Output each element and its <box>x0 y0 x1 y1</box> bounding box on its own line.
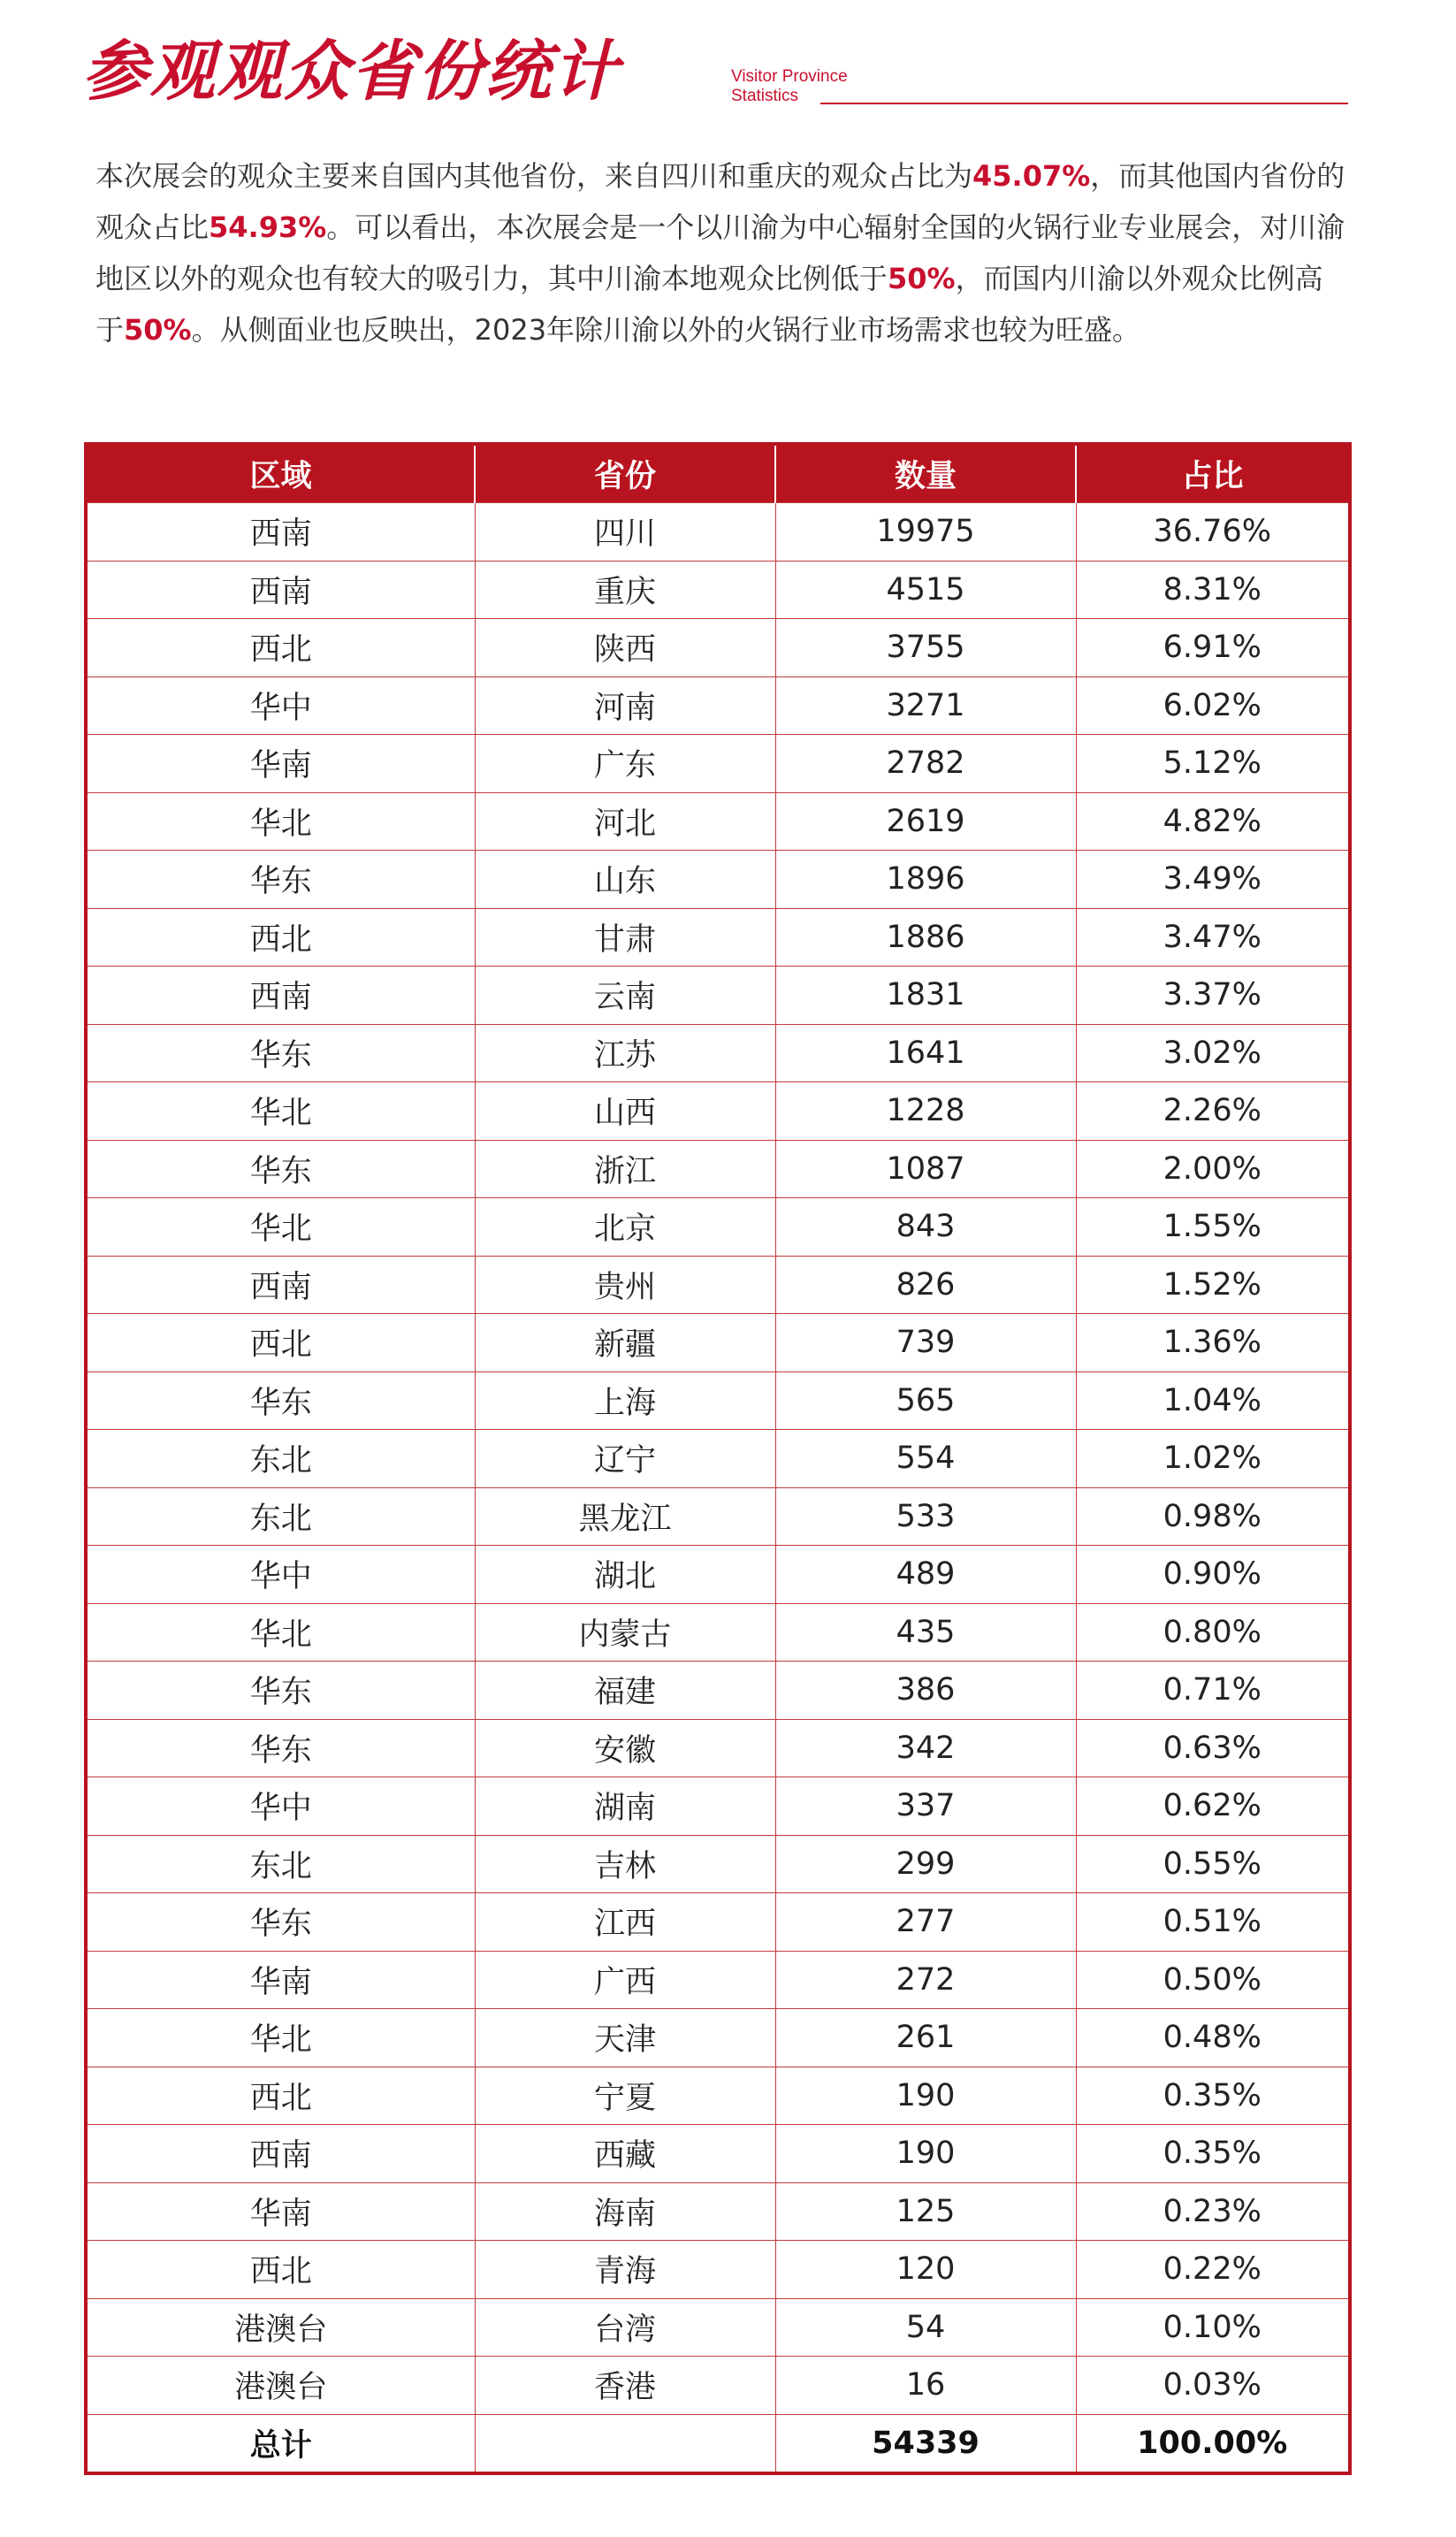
cell-region: 华北 <box>86 1603 475 1662</box>
cell-province: 新疆 <box>475 1314 775 1372</box>
cell-region: 西北 <box>86 2241 475 2299</box>
table-row <box>86 561 1350 619</box>
subtitle-line-2: Statistics <box>731 87 799 105</box>
cell-province: 宁夏 <box>475 2067 775 2125</box>
cell-count: 1087 <box>775 1140 1076 1198</box>
cell-province: 西藏 <box>475 2125 775 2183</box>
table-row <box>86 1662 1350 1720</box>
cell-share: 5.12% <box>1076 735 1350 793</box>
cell-count: 489 <box>775 1546 1076 1604</box>
cell-count: 299 <box>775 1835 1076 1893</box>
cell-share: 0.71% <box>1076 1662 1350 1720</box>
cell-share: 0.98% <box>1076 1487 1350 1546</box>
cell-count: 190 <box>775 2067 1076 2125</box>
cell-count: 272 <box>775 1951 1076 2009</box>
cell-province: 黑龙江 <box>475 1487 775 1546</box>
cell-share: 1.55% <box>1076 1198 1350 1257</box>
table-total-row <box>86 2414 1350 2473</box>
cell-count: 190 <box>775 2125 1076 2183</box>
cell-region: 华中 <box>86 1777 475 1836</box>
cell-province: 天津 <box>475 2009 775 2067</box>
table-row <box>86 792 1350 851</box>
table-row <box>86 1256 1350 1314</box>
table-row <box>86 2241 1350 2299</box>
cell-count: 2619 <box>775 792 1076 851</box>
cell-count: 16 <box>775 2357 1076 2415</box>
cell-region: 华东 <box>86 1024 475 1082</box>
cell-share: 3.49% <box>1076 851 1350 909</box>
cell-count: 54 <box>775 2298 1076 2357</box>
cell-share: 0.23% <box>1076 2182 1350 2241</box>
cell-count: 3271 <box>775 676 1076 735</box>
cell-province: 香港 <box>475 2357 775 2415</box>
intro-text-5: 。从侧面业也反映出，2023年除川渝以外的火锅行业市场需求也较为旺盛。 <box>191 313 1141 347</box>
table-row <box>86 619 1350 677</box>
table-row <box>86 1546 1350 1604</box>
cell-count: 125 <box>775 2182 1076 2241</box>
cell-region: 华东 <box>86 1372 475 1430</box>
cell-province: 北京 <box>475 1198 775 1257</box>
cell-share: 6.91% <box>1076 619 1350 677</box>
cell-region: 华南 <box>86 1951 475 2009</box>
table-row <box>86 1198 1350 1257</box>
cell-region: 华中 <box>86 1546 475 1604</box>
total-province-empty <box>475 2414 775 2473</box>
header-share: 占比 <box>1076 444 1350 503</box>
cell-count: 533 <box>775 1487 1076 1546</box>
cell-province: 陕西 <box>475 619 775 677</box>
table-row <box>86 1719 1350 1777</box>
cell-region: 华北 <box>86 1198 475 1257</box>
table-row <box>86 1835 1350 1893</box>
cell-count: 1896 <box>775 851 1076 909</box>
cell-share: 1.36% <box>1076 1314 1350 1372</box>
cell-share: 0.48% <box>1076 2009 1350 2067</box>
cell-province: 内蒙古 <box>475 1603 775 1662</box>
table-row <box>86 967 1350 1025</box>
cell-province: 甘肃 <box>475 908 775 967</box>
cell-region: 华东 <box>86 1893 475 1952</box>
intro-highlight-1: 45.07% <box>972 159 1091 193</box>
cell-share: 3.02% <box>1076 1024 1350 1082</box>
table-row <box>86 1082 1350 1141</box>
cell-share: 0.22% <box>1076 2241 1350 2299</box>
table-row <box>86 1314 1350 1372</box>
cell-count: 843 <box>775 1198 1076 1257</box>
cell-province: 海南 <box>475 2182 775 2241</box>
cell-region: 东北 <box>86 1835 475 1893</box>
cell-region: 港澳台 <box>86 2298 475 2357</box>
cell-region: 华中 <box>86 676 475 735</box>
cell-count: 565 <box>775 1372 1076 1430</box>
table-row <box>86 2298 1350 2357</box>
cell-region: 华南 <box>86 735 475 793</box>
cell-count: 435 <box>775 1603 1076 1662</box>
cell-region: 华东 <box>86 851 475 909</box>
page-subtitle <box>731 67 848 106</box>
cell-count: 1831 <box>775 967 1076 1025</box>
cell-count: 1886 <box>775 908 1076 967</box>
cell-region: 西南 <box>86 503 475 562</box>
cell-share: 0.35% <box>1076 2125 1350 2183</box>
table-row <box>86 1430 1350 1488</box>
province-table-container <box>84 442 1348 2475</box>
table-row <box>86 1603 1350 1662</box>
header-count: 数量 <box>775 444 1076 503</box>
cell-province: 湖北 <box>475 1546 775 1604</box>
cell-region: 西南 <box>86 1256 475 1314</box>
total-share: 100.00% <box>1076 2414 1350 2473</box>
cell-province: 重庆 <box>475 561 775 619</box>
cell-region: 港澳台 <box>86 2357 475 2415</box>
cell-count: 337 <box>775 1777 1076 1836</box>
cell-share: 2.26% <box>1076 1082 1350 1141</box>
cell-province: 四川 <box>475 503 775 562</box>
table-row <box>86 1777 1350 1836</box>
cell-region: 华南 <box>86 2182 475 2241</box>
cell-province: 广西 <box>475 1951 775 2009</box>
cell-province: 江苏 <box>475 1024 775 1082</box>
intro-text-3: 。可以看出，本次展会是一个以川渝为中心辐射全国的火锅行业专业展会，对川渝地区以外的观众也有较大的吸引力，其中川渝本地观众比例低于 <box>95 210 1345 295</box>
cell-province: 辽宁 <box>475 1430 775 1488</box>
cell-region: 西北 <box>86 2067 475 2125</box>
table-row <box>86 1140 1350 1198</box>
cell-count: 554 <box>775 1430 1076 1488</box>
table-row <box>86 503 1350 562</box>
subtitle-line-1: Visitor Province <box>731 67 848 86</box>
cell-count: 2782 <box>775 735 1076 793</box>
table-row <box>86 1487 1350 1546</box>
cell-region: 华东 <box>86 1140 475 1198</box>
province-statistics-table <box>84 442 1352 2475</box>
cell-count: 261 <box>775 2009 1076 2067</box>
cell-count: 3755 <box>775 619 1076 677</box>
table-row <box>86 2357 1350 2415</box>
cell-share: 0.90% <box>1076 1546 1350 1604</box>
intro-highlight-2: 54.93% <box>209 210 327 244</box>
table-row <box>86 851 1350 909</box>
cell-count: 19975 <box>775 503 1076 562</box>
cell-count: 342 <box>775 1719 1076 1777</box>
cell-share: 0.62% <box>1076 1777 1350 1836</box>
cell-count: 1228 <box>775 1082 1076 1141</box>
cell-region: 华北 <box>86 2009 475 2067</box>
table-row <box>86 2067 1350 2125</box>
cell-count: 1641 <box>775 1024 1076 1082</box>
cell-region: 西北 <box>86 1314 475 1372</box>
cell-count: 386 <box>775 1662 1076 1720</box>
cell-province: 江西 <box>475 1893 775 1952</box>
table-row <box>86 2009 1350 2067</box>
table-row <box>86 2182 1350 2241</box>
cell-province: 广东 <box>475 735 775 793</box>
cell-share: 1.04% <box>1076 1372 1350 1430</box>
total-label: 总计 <box>86 2414 475 2473</box>
table-row <box>86 1372 1350 1430</box>
cell-count: 739 <box>775 1314 1076 1372</box>
cell-province: 青海 <box>475 2241 775 2299</box>
cell-province: 吉林 <box>475 1835 775 1893</box>
table-row <box>86 735 1350 793</box>
cell-province: 福建 <box>475 1662 775 1720</box>
cell-share: 4.82% <box>1076 792 1350 851</box>
cell-region: 西南 <box>86 2125 475 2183</box>
cell-count: 277 <box>775 1893 1076 1952</box>
cell-region: 华东 <box>86 1719 475 1777</box>
intro-paragraph <box>95 150 1351 355</box>
cell-province: 浙江 <box>475 1140 775 1198</box>
cell-province: 上海 <box>475 1372 775 1430</box>
cell-count: 826 <box>775 1256 1076 1314</box>
cell-province: 山东 <box>475 851 775 909</box>
cell-share: 0.03% <box>1076 2357 1350 2415</box>
cell-region: 西南 <box>86 967 475 1025</box>
cell-share: 0.50% <box>1076 1951 1350 2009</box>
intro-highlight-4: 50% <box>124 313 192 347</box>
cell-share: 0.63% <box>1076 1719 1350 1777</box>
intro-text-2: ，而其他国内省份的观众占比 <box>95 159 1345 244</box>
cell-share: 0.10% <box>1076 2298 1350 2357</box>
page-title: 参观观众省份统计 <box>82 34 620 110</box>
cell-region: 西北 <box>86 619 475 677</box>
page-header <box>82 30 1348 110</box>
cell-share: 8.31% <box>1076 561 1350 619</box>
cell-count: 120 <box>775 2241 1076 2299</box>
cell-province: 台湾 <box>475 2298 775 2357</box>
title-divider <box>820 103 1348 104</box>
intro-text-1: 本次展会的观众主要来自国内其他省份，来自四川和重庆的观众占比为 <box>95 159 973 193</box>
cell-count: 4515 <box>775 561 1076 619</box>
cell-share: 3.37% <box>1076 967 1350 1025</box>
cell-share: 6.02% <box>1076 676 1350 735</box>
header-province: 省份 <box>475 444 775 503</box>
cell-share: 2.00% <box>1076 1140 1350 1198</box>
total-count: 54339 <box>775 2414 1076 2473</box>
intro-text-4: ，而国内川渝以外观众比例高于 <box>95 262 1323 347</box>
cell-region: 华北 <box>86 792 475 851</box>
cell-province: 河南 <box>475 676 775 735</box>
cell-province: 贵州 <box>475 1256 775 1314</box>
cell-share: 0.55% <box>1076 1835 1350 1893</box>
cell-region: 西北 <box>86 908 475 967</box>
cell-province: 安徽 <box>475 1719 775 1777</box>
cell-region: 东北 <box>86 1487 475 1546</box>
cell-share: 3.47% <box>1076 908 1350 967</box>
cell-share: 36.76% <box>1076 503 1350 562</box>
cell-share: 0.80% <box>1076 1603 1350 1662</box>
table-row <box>86 1893 1350 1952</box>
header-region: 区域 <box>86 444 475 503</box>
cell-province: 山西 <box>475 1082 775 1141</box>
cell-share: 1.02% <box>1076 1430 1350 1488</box>
table-row <box>86 908 1350 967</box>
table-row <box>86 1024 1350 1082</box>
cell-province: 河北 <box>475 792 775 851</box>
table-header-row <box>86 444 1350 503</box>
cell-province: 湖南 <box>475 1777 775 1836</box>
cell-region: 东北 <box>86 1430 475 1488</box>
table-row <box>86 2125 1350 2183</box>
cell-region: 西南 <box>86 561 475 619</box>
intro-highlight-3: 50% <box>888 262 956 295</box>
table-row <box>86 676 1350 735</box>
cell-share: 0.51% <box>1076 1893 1350 1952</box>
cell-region: 华东 <box>86 1662 475 1720</box>
cell-share: 1.52% <box>1076 1256 1350 1314</box>
cell-province: 云南 <box>475 967 775 1025</box>
cell-share: 0.35% <box>1076 2067 1350 2125</box>
cell-region: 华北 <box>86 1082 475 1141</box>
table-row <box>86 1951 1350 2009</box>
